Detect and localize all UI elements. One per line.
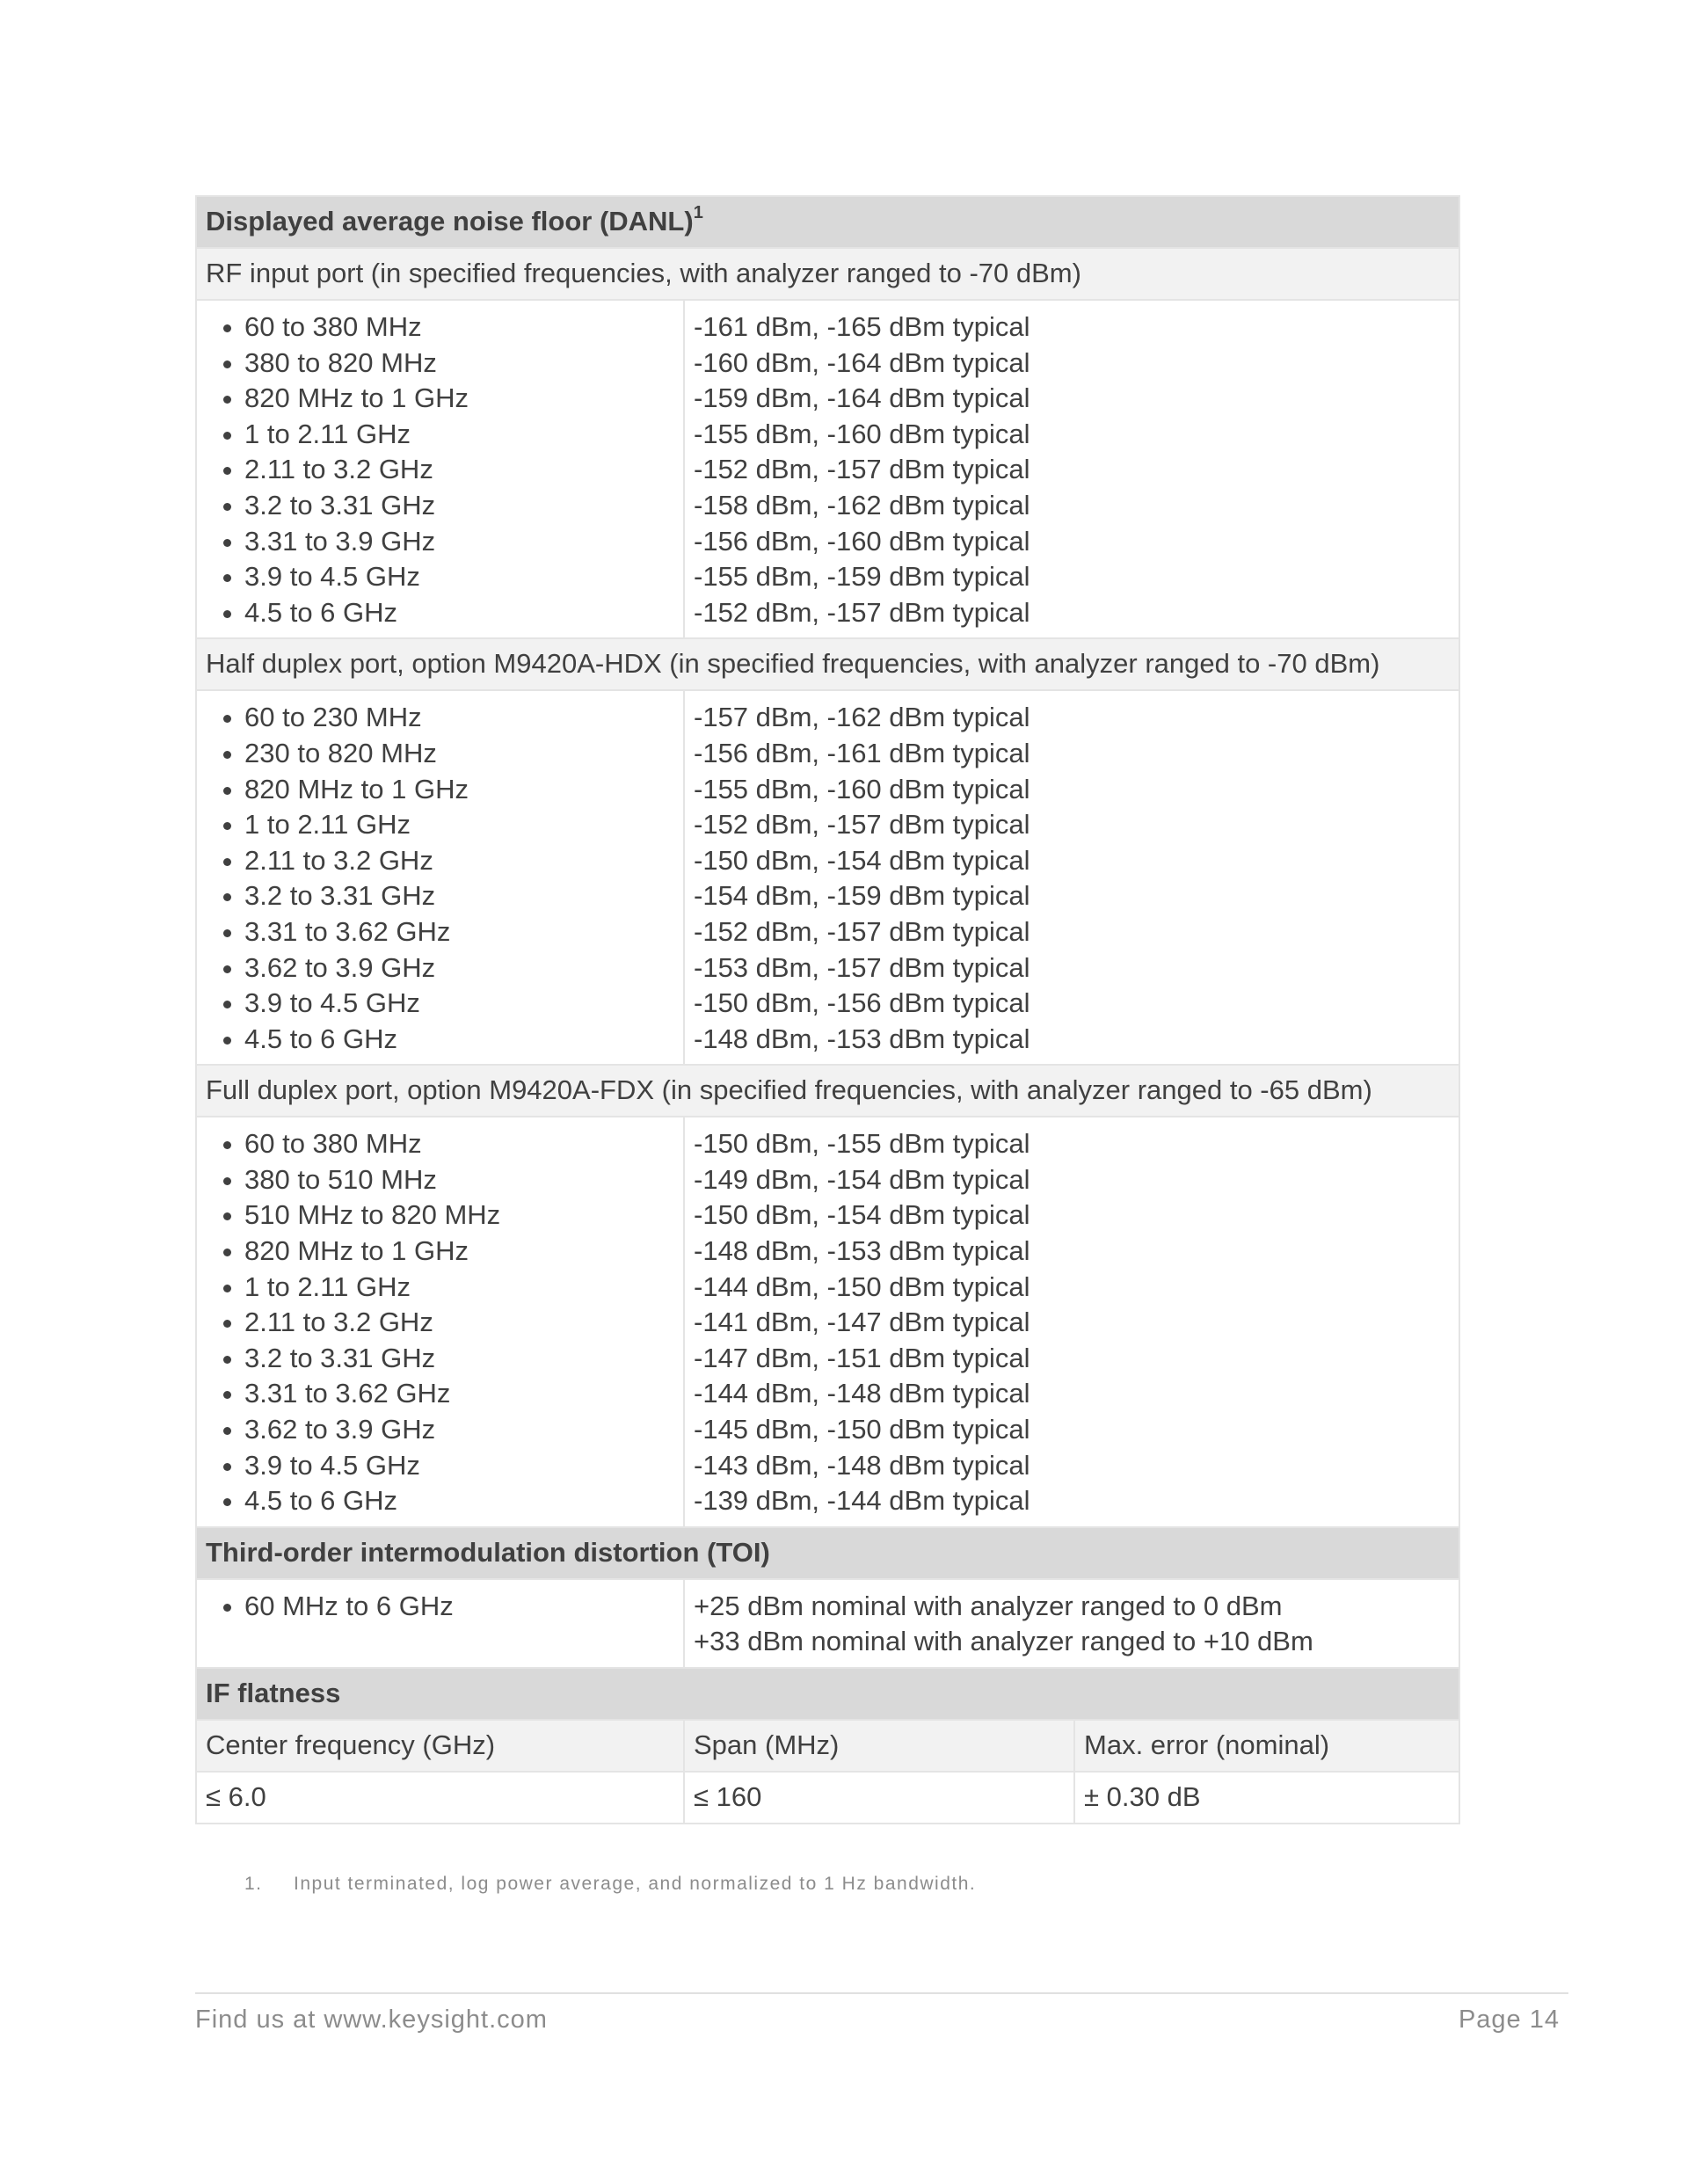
danl-value: -148 dBm, -153 dBm typical xyxy=(694,1023,1030,1054)
danl-value: -158 dBm, -162 dBm typical xyxy=(694,489,1030,521)
col-header-max-error: Max. error (nominal) xyxy=(1074,1720,1459,1772)
danl-value: -154 dBm, -159 dBm typical xyxy=(694,880,1030,912)
half-duplex-heading: Half duplex port, option M9420A-HDX (in specified frequencies, with analyzer ranged to -70 dBm) xyxy=(196,638,1459,690)
danl-section-header xyxy=(196,196,1459,248)
danl-value: -155 dBm, -160 dBm typical xyxy=(694,418,1030,449)
half-duplex-data-row xyxy=(196,690,1459,1065)
cell-span: ≤ 160 xyxy=(684,1772,1074,1824)
danl-value: -161 dBm, -165 dBm typical xyxy=(694,311,1030,342)
half-duplex-value-cell xyxy=(684,690,1459,1065)
full-duplex-subheader xyxy=(196,1065,1459,1117)
toi-value: +33 dBm nominal with analyzer ranged to +10 dBm xyxy=(694,1626,1313,1657)
toi-title: Third-order intermodulation distortion (TOI) xyxy=(196,1527,1459,1579)
danl-value: -150 dBm, -154 dBm typical xyxy=(694,844,1030,876)
danl-value: -152 dBm, -157 dBm typical xyxy=(694,809,1030,841)
danl-value: -152 dBm, -157 dBm typical xyxy=(694,915,1030,947)
rf-input-freq-cell xyxy=(196,300,684,638)
freq-list-item: 2.11 to 3.2 GHz xyxy=(222,452,674,488)
danl-value: -159 dBm, -164 dBm typical xyxy=(694,382,1030,414)
freq-list-item: 820 MHz to 1 GHz xyxy=(222,1234,674,1270)
freq-list-item: 820 MHz to 1 GHz xyxy=(222,772,674,808)
cell-center-frequency: ≤ 6.0 xyxy=(196,1772,684,1824)
danl-value: -152 dBm, -157 dBm typical xyxy=(694,596,1030,628)
danl-value: -144 dBm, -150 dBm typical xyxy=(694,1270,1030,1302)
footer-website[interactable]: Find us at www.keysight.com xyxy=(195,2006,548,2034)
freq-list-item: 820 MHz to 1 GHz xyxy=(222,381,674,417)
freq-list-item: 60 to 380 MHz xyxy=(222,309,674,346)
danl-value: -143 dBm, -148 dBm typical xyxy=(694,1449,1030,1481)
full-duplex-freq-list xyxy=(206,1126,674,1519)
danl-value: -147 dBm, -151 dBm typical xyxy=(694,1342,1030,1373)
freq-list-item: 380 to 820 MHz xyxy=(222,346,674,382)
footer-divider xyxy=(195,1992,1568,1994)
freq-list-item: 4.5 to 6 GHz xyxy=(222,1483,674,1519)
freq-list-item: 60 to 230 MHz xyxy=(222,700,674,736)
toi-freq-list xyxy=(206,1589,674,1625)
danl-value: -141 dBm, -147 dBm typical xyxy=(694,1307,1030,1338)
rf-input-value-cell xyxy=(684,300,1459,638)
footnote-number: 1. xyxy=(244,1874,263,1894)
rf-input-freq-list xyxy=(206,309,674,630)
footnote xyxy=(244,1874,976,1895)
freq-list-item: 60 MHz to 6 GHz xyxy=(222,1589,674,1625)
if-flatness-row xyxy=(196,1772,1459,1824)
danl-value: -156 dBm, -160 dBm typical xyxy=(694,525,1030,557)
freq-list-item: 3.9 to 4.5 GHz xyxy=(222,986,674,1022)
footnote-text: Input terminated, log power average, and normalized to 1 Hz bandwidth. xyxy=(294,1874,977,1894)
danl-value: -145 dBm, -150 dBm typical xyxy=(694,1414,1030,1445)
freq-list-item: 1 to 2.11 GHz xyxy=(222,1270,674,1306)
danl-value: -153 dBm, -157 dBm typical xyxy=(694,951,1030,983)
full-duplex-freq-cell xyxy=(196,1117,684,1527)
toi-freq-cell xyxy=(196,1579,684,1668)
half-duplex-subheader xyxy=(196,638,1459,690)
spec-table xyxy=(195,195,1460,1824)
rf-input-heading: RF input port (in specified frequencies, with analyzer ranged to -70 dBm) xyxy=(196,248,1459,300)
danl-title: Displayed average noise floor (DANL) xyxy=(206,206,694,237)
freq-list-item: 4.5 to 6 GHz xyxy=(222,1022,674,1058)
half-duplex-freq-cell xyxy=(196,690,684,1065)
toi-value-cell xyxy=(684,1579,1459,1668)
freq-list-item: 3.62 to 3.9 GHz xyxy=(222,950,674,986)
danl-value: -139 dBm, -144 dBm typical xyxy=(694,1485,1030,1517)
if-flatness-title: IF flatness xyxy=(196,1668,1459,1720)
half-duplex-freq-list xyxy=(206,700,674,1057)
freq-list-item: 3.31 to 3.9 GHz xyxy=(222,524,674,560)
freq-list-item: 3.62 to 3.9 GHz xyxy=(222,1412,674,1448)
freq-list-item: 1 to 2.11 GHz xyxy=(222,417,674,453)
freq-list-item: 2.11 to 3.2 GHz xyxy=(222,1305,674,1341)
full-duplex-data-row xyxy=(196,1117,1459,1527)
danl-value: -157 dBm, -162 dBm typical xyxy=(694,702,1030,733)
rf-input-data-row xyxy=(196,300,1459,638)
full-duplex-value-cell xyxy=(684,1117,1459,1527)
full-duplex-value-list xyxy=(694,1126,1450,1519)
toi-value-list xyxy=(694,1589,1450,1660)
page-number: Page 14 xyxy=(1458,2006,1560,2034)
danl-value: -155 dBm, -159 dBm typical xyxy=(694,561,1030,593)
danl-value: -144 dBm, -148 dBm typical xyxy=(694,1378,1030,1409)
if-flatness-section-header xyxy=(196,1668,1459,1720)
freq-list-item: 380 to 510 MHz xyxy=(222,1162,674,1198)
freq-list-item: 3.9 to 4.5 GHz xyxy=(222,559,674,595)
toi-value: +25 dBm nominal with analyzer ranged to 0 dBm xyxy=(694,1590,1283,1621)
toi-data-row xyxy=(196,1579,1459,1668)
danl-value: -150 dBm, -154 dBm typical xyxy=(694,1199,1030,1231)
freq-list-item: 3.9 to 4.5 GHz xyxy=(222,1448,674,1484)
freq-list-item: 3.2 to 3.31 GHz xyxy=(222,488,674,524)
col-header-span: Span (MHz) xyxy=(684,1720,1074,1772)
danl-value: -148 dBm, -153 dBm typical xyxy=(694,1235,1030,1267)
freq-list-item: 1 to 2.11 GHz xyxy=(222,807,674,843)
danl-title-cell xyxy=(196,196,1459,248)
danl-value: -155 dBm, -160 dBm typical xyxy=(694,773,1030,804)
danl-value: -160 dBm, -164 dBm typical xyxy=(694,346,1030,378)
footnote-ref: 1 xyxy=(693,203,703,222)
danl-value: -150 dBm, -155 dBm typical xyxy=(694,1128,1030,1160)
freq-list-item: 3.2 to 3.31 GHz xyxy=(222,878,674,914)
freq-list-item: 60 to 380 MHz xyxy=(222,1126,674,1162)
col-header-center-frequency: Center frequency (GHz) xyxy=(196,1720,684,1772)
danl-value: -156 dBm, -161 dBm typical xyxy=(694,737,1030,768)
if-flatness-column-headers xyxy=(196,1720,1459,1772)
rf-input-subheader xyxy=(196,248,1459,300)
cell-max-error: ± 0.30 dB xyxy=(1074,1772,1459,1824)
freq-list-item: 2.11 to 3.2 GHz xyxy=(222,843,674,879)
danl-value: -152 dBm, -157 dBm typical xyxy=(694,454,1030,485)
danl-value: -149 dBm, -154 dBm typical xyxy=(694,1163,1030,1195)
freq-list-item: 510 MHz to 820 MHz xyxy=(222,1198,674,1234)
freq-list-item: 230 to 820 MHz xyxy=(222,736,674,772)
freq-list-item: 3.31 to 3.62 GHz xyxy=(222,1376,674,1412)
freq-list-item: 3.2 to 3.31 GHz xyxy=(222,1341,674,1377)
danl-value: -150 dBm, -156 dBm typical xyxy=(694,987,1030,1019)
rf-input-value-list xyxy=(694,309,1450,630)
toi-section-header xyxy=(196,1527,1459,1579)
half-duplex-value-list xyxy=(694,700,1450,1057)
full-duplex-heading: Full duplex port, option M9420A-FDX (in specified frequencies, with analyzer ranged to -65 dBm) xyxy=(196,1065,1459,1117)
freq-list-item: 3.31 to 3.62 GHz xyxy=(222,914,674,950)
freq-list-item: 4.5 to 6 GHz xyxy=(222,595,674,631)
